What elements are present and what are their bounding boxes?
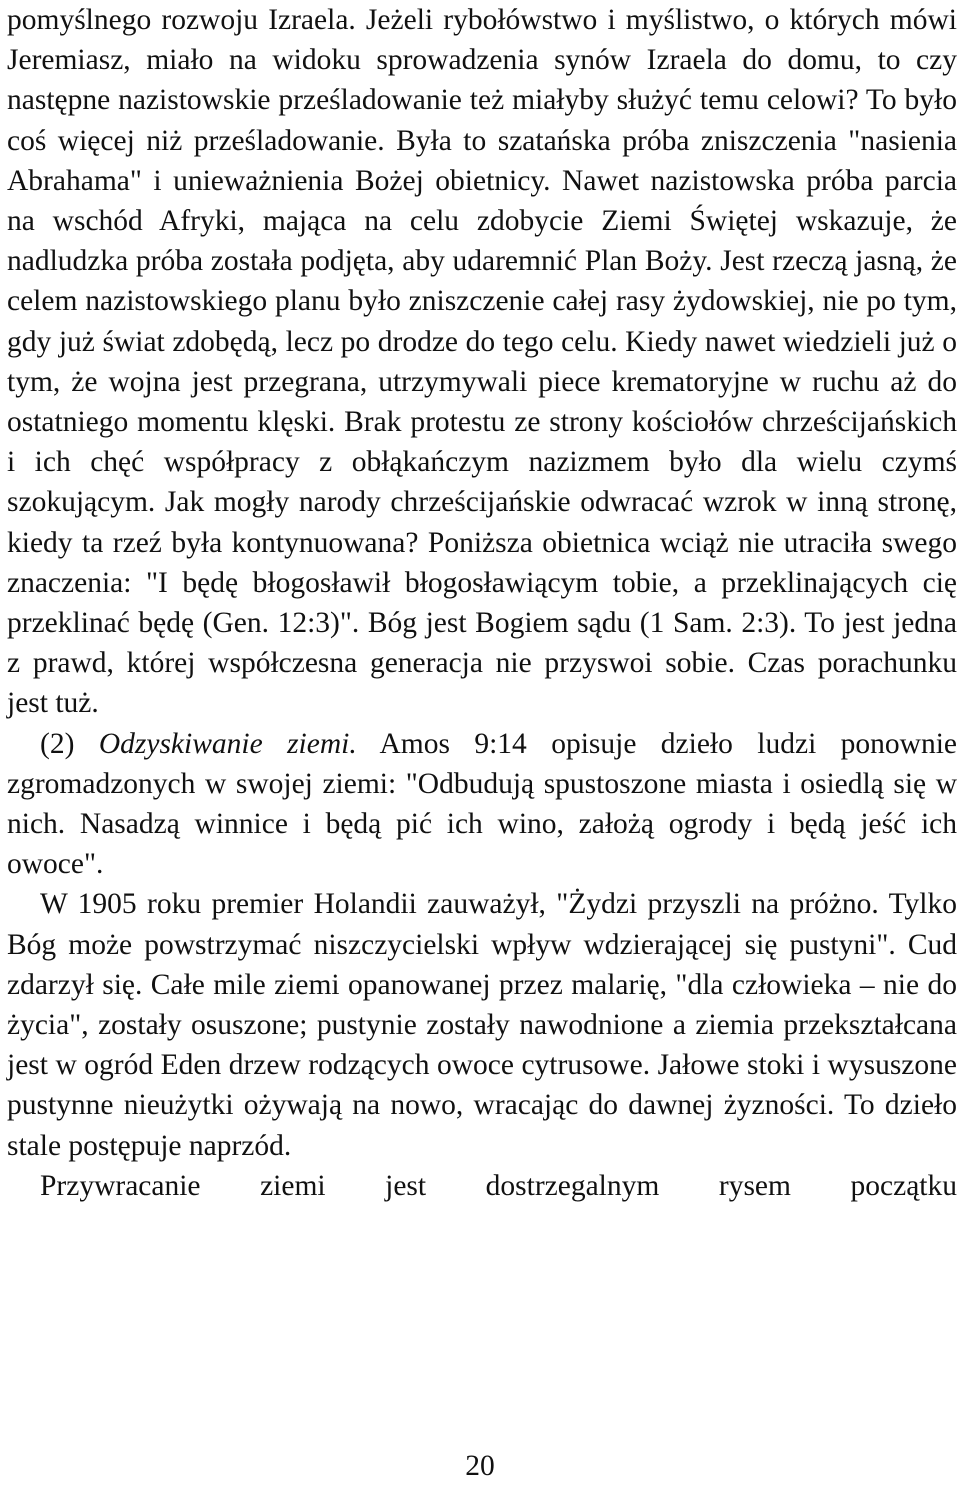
section-heading: Odzyskiwanie ziemi.	[98, 727, 357, 760]
document-page	[7, 0, 957, 1206]
paragraph-4: Przywracanie ziemi jest dostrzegalnym rysem początku	[40, 1169, 957, 1202]
page-number: 20	[465, 1450, 495, 1482]
section-number: (2)	[40, 727, 75, 760]
paragraph-2	[7, 724, 957, 885]
paragraph-2-text: Amos 9:14 opisuje dzieło ludzi ponownie zgromadzonych w swojej ziemi: "Odbudują spustoszone miasta i osiedlą się w nich. Nasadzą winnice i będą pić ich wino, założą ogrody i będą jeść ich owoce".	[7, 727, 957, 881]
paragraph-1: pomyślnego rozwoju Izraela. Jeżeli rybołówstwo i myślistwo, o których mówi Jeremiasz, miało na widoku sprowadzenia synów Izraela do domu, to czy następne nazistowskie prześladowanie też miałyby służyć temu celowi? To było coś więcej niż prześladowanie. Była to szatańska próba zniszczenia "nasienia Abrahama" i unieważnienia Bożej obietnicy. Nawet nazistowska próba parcia na wschód Afryki, mająca na celu zdobycie Ziemi Świętej wskazuje, że nadludzka próba została podjęta, aby udaremnić Plan Boży. Jest rzeczą jasną, że celem nazistowskiego planu było zniszczenie całej rasy żydowskiej, nie po tym, gdy już świat zdobędą, lecz po drodze do tego celu. Kiedy nawet wiedzieli już o tym, że wojna jest przegrana, utrzymywali piece krematoryjne w ruchu aż do ostatniego momentu klęski. Brak protestu ze strony kościołów chrześcijańskich i ich chęć współpracy z obłąkańczym nazizmem było dla wielu czymś szokującym. Jak mogły narody chrześcijańskie odwracać wzrok w inną stronę, kiedy ta rzeź była kontynuowana? Poniższa obietnica wciąż nie utraciła swego znaczenia: "I będę błogosławił błogosławiącym tobie, a przeklinających cię przeklinać będę (Gen. 12:3)". Bóg jest Bogiem sądu (1 Sam. 2:3). To jest jedna z prawd, której współczesna generacja nie przyswoi sobie. Czas porachunku jest tuż.	[7, 4, 957, 720]
paragraph-3: W 1905 roku premier Holandii zauważył, "Żydzi przyszli na próżno. Tylko Bóg może powstrzymać niszczycielski wpływ wdzierającej się pustyni". Cud zdarzył się. Całe mile ziemi opanowanej przez malarię, "dla człowieka – nie do życia", zostały osuszone; pustynie zostały nawodnione a ziemia przekształcana jest w ogród Eden drzew rodzących owoce cytrusowe. Jałowe stoki i wysuszone pustynne nieużytki ożywają na nowo, wracając do dawnej żyzności. To dzieło stale postępuje naprzód.	[7, 888, 957, 1162]
